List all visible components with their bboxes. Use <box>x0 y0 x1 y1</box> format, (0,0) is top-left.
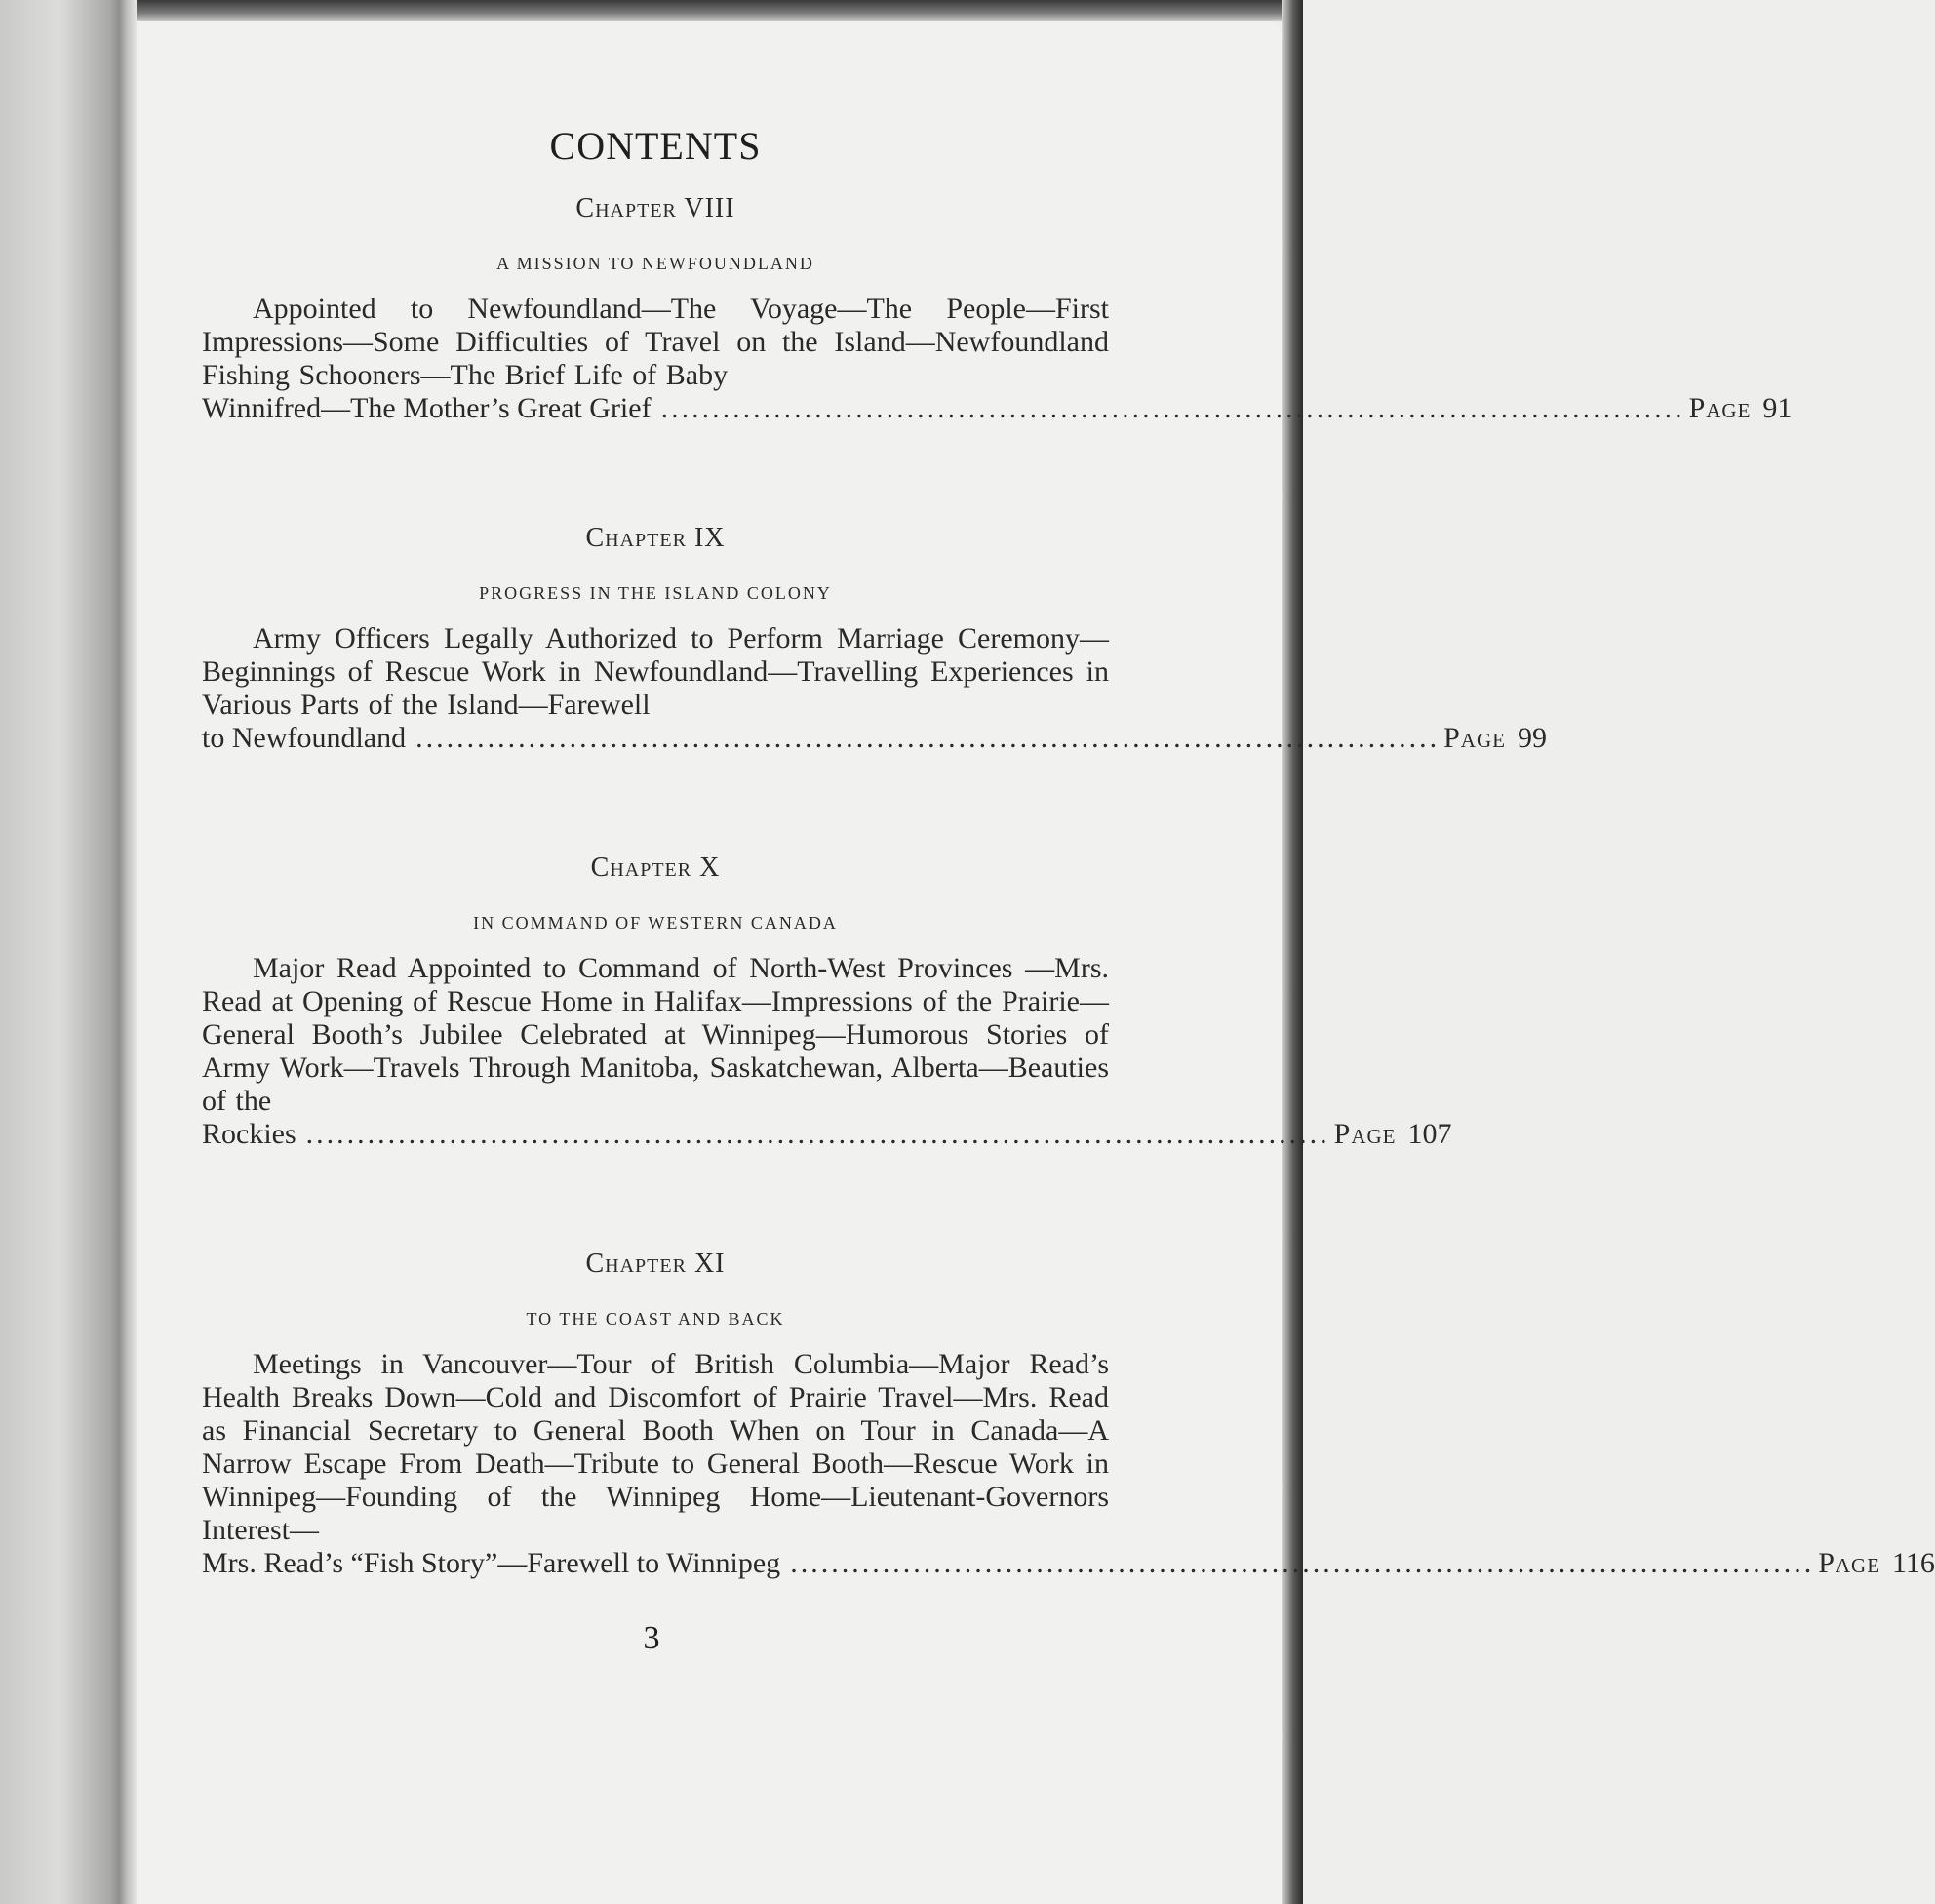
contents-section <box>202 117 1935 1674</box>
chapter-summary-last-line: to Newfoundland <box>202 722 407 754</box>
chapter-summary-last-line: Rockies <box>202 1118 296 1150</box>
chapter-heading: Chapter IX <box>585 523 726 553</box>
chapter-entry <box>202 1245 1935 1580</box>
chapter-heading: Chapter VIII <box>575 193 735 223</box>
dot-leader: .................................................................................................... <box>660 392 1685 424</box>
chapter-subtitle: A MISSION TO NEWFOUNDLAND <box>496 254 814 273</box>
chapter-page-line <box>202 1547 1935 1580</box>
chapter-page-number: 91 <box>1762 392 1793 424</box>
chapter-summary-last-line: Winnifred—The Mother’s Great Grief <box>202 392 652 424</box>
chapter-subtitle: IN COMMAND OF WESTERN CANADA <box>473 913 838 932</box>
page-label: Page <box>1443 722 1506 754</box>
page-label: Page <box>1688 392 1752 424</box>
page-label: Page <box>1818 1547 1881 1579</box>
chapter-page-number: 116 <box>1892 1547 1935 1579</box>
chapter-summary-last-line: Mrs. Read’s “Fish Story”—Farewell to Winnipeg <box>202 1547 781 1579</box>
chapter-summary: Appointed to Newfoundland—The Voyage—The People—First Impressions—Some Difficulties of Travel on the Island—Newfoundland Fishing Schooners—The Brief Life of Baby <box>202 293 1109 391</box>
page-label: Page <box>1333 1118 1397 1150</box>
chapter-subtitle: TO THE COAST AND BACK <box>526 1309 785 1329</box>
dot-leader: .................................................................................................... <box>415 722 1441 754</box>
chapter-page-line <box>202 1118 1452 1151</box>
chapter-summary: Major Read Appointed to Command of North-West Provinces —Mrs. Read at Opening of Rescue Home in Halifax—Impressions of the Prairie—General Booth’s Jubilee Celebrated at Winnipeg—Humorous Stories of Army Work—Travels Through Manitoba, Saskatchewan, Alberta—Beauties of the <box>202 952 1109 1117</box>
chapter-entry <box>202 189 1793 425</box>
chapter-entry <box>202 849 1452 1151</box>
page-number-folio: 3 <box>643 1620 660 1656</box>
chapter-summary: Meetings in Vancouver—Tour of British Columbia—Major Read’s Health Breaks Down—Cold and Discomfort of Prairie Travel—Mrs. Read as Financial Secretary to General Booth When on Tour in Canada—A Narrow Escape From Death—Tribute to General Booth—Rescue Work in Winnipeg—Founding of the Winnipeg Home—Lieutenant-Governors Interest— <box>202 1348 1109 1546</box>
chapter-entry <box>202 519 1547 755</box>
scan-top-edge <box>0 0 1303 21</box>
chapter-page-line <box>202 392 1793 425</box>
chapter-page-number: 99 <box>1517 722 1547 754</box>
dot-leader: .................................................................................................... <box>305 1118 1330 1150</box>
chapter-page-line <box>202 722 1547 755</box>
dot-leader: .................................................................................................... <box>790 1547 1815 1579</box>
chapter-subtitle: PROGRESS IN THE ISLAND COLONY <box>479 583 832 603</box>
chapter-heading: Chapter XI <box>585 1249 726 1279</box>
chapter-summary: Army Officers Legally Authorized to Perform Marriage Ceremony—Beginnings of Rescue Work in Newfoundland—Travelling Experiences in Various Parts of the Island—Farewell <box>202 622 1109 721</box>
chapter-heading: Chapter X <box>590 853 721 883</box>
chapter-page-number: 107 <box>1407 1118 1452 1150</box>
page-title: CONTENTS <box>549 124 762 168</box>
